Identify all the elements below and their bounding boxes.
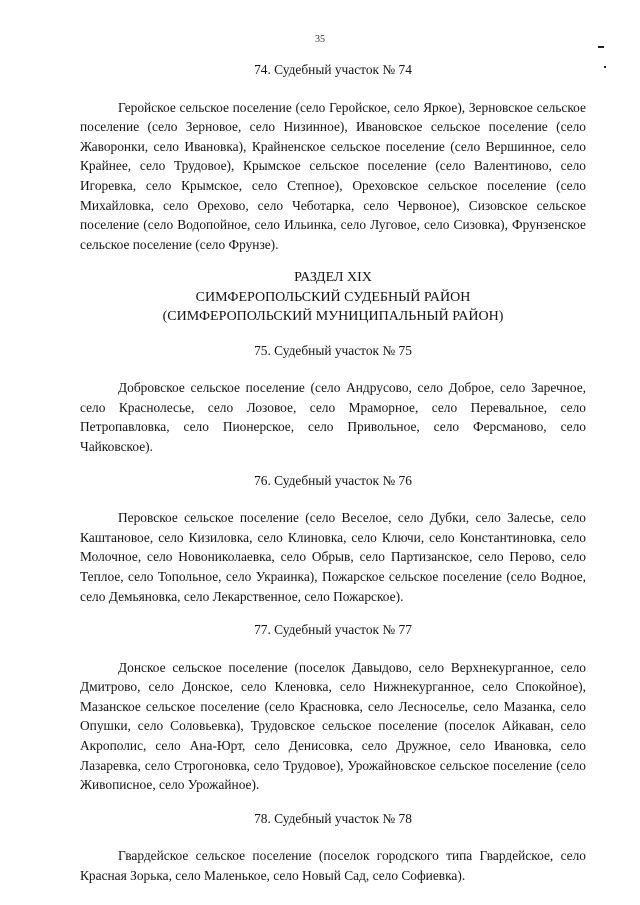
section-text-74: Геройское сельское поселение (село Геройское, село Яркое), Зерновское сельское поселение (село Зерновое, село Низинное), Ивановское сельское поселение (село Жаворонки, село Ивановка), Крайненское сельское поселение (село Вершинное, село Крайнее, село Трудовое), Крымское сельское поселение (село Валентиново, село Игоревка, село Крымское, село Степное), Ореховское сельское поселение (село Михайловка, село Орехово, село Чеботарка, село Червоное), Сизовское сельское поселение (село Водопойное, село Ильинка, село Луговое, село Сизовка), Фрунзенское сельское поселение (село Фрунзе). (80, 99, 586, 252)
section-text-77: Донское сельское поселение (поселок Давыдово, село Верхнекурганное, село Дмитрово, село Донское, село Кленовка, село Нижнекурганное, село Спокойное), Мазанское сельское поселение (село Красновка, село Лесноселье, село Мазанка, село Опушки, село Соловьевка), Трудовское сельское поселение (поселок Айкаван, село Акрополис, село Ана-Юрт, село Денисовка, село Дружное, село Ивановка, село Лазаревка, село Строгоновка, село Трудовое), Урожайновское сельское поселение (село Живописное, село Урожайное). (80, 659, 586, 793)
section-heading-78: 78. Судебный участок № 78 (254, 810, 412, 826)
razdel-municipal: (СИМФЕРОПОЛЬСКИЙ МУНИЦИПАЛЬНЫЙ РАЙОН) (162, 309, 504, 325)
section-heading-74: 74. Судебный участок № 74 (254, 62, 412, 77)
section-heading-75: 75. Судебный участок № 75 (254, 342, 412, 358)
section-text-76: Перовское сельское поселение (село Веселое, село Дубки, село Залесье, село Каштановое, село Кизиловка, село Клиновка, село Ключи, село Константиновка, село Молочное, село Новониколаевка, село Обрыв, село Партизанское, село Перово, село Теплое, село Топольное, село Украинка), Пожарское сельское поселение (село Водное, село Демьяновка, село Лекарственное, село Пожарское). (80, 510, 586, 604)
page-number: 35 (315, 34, 325, 45)
section-text-78: Гвардейское сельское поселение (поселок городского типа Гвардейское, село Красная Зорька, село Маленькое, село Новый Сад, село Софиевка). (80, 848, 586, 884)
section-text-75: Добровское сельское поселение (село Андрусово, село Доброе, село Заречное, село Краснолесье, село Лозовое, село Мраморное, село Перевальное, село Петропавловка, село Пионерское, село Привольное, село Ферсманово, село Чайковское). (80, 380, 586, 454)
margin-mark (598, 46, 604, 48)
razdel-heading (80, 268, 586, 326)
section-heading-77: 77. Судебный участок № 77 (254, 622, 412, 638)
document-body (80, 60, 586, 886)
razdel-title: РАЗДЕЛ XIX (294, 270, 372, 286)
section-heading-76: 76. Судебный участок № 76 (254, 472, 412, 488)
margin-mark (604, 66, 606, 68)
razdel-district: СИМФЕРОПОЛЬСКИЙ СУДЕБНЫЙ РАЙОН (195, 289, 471, 305)
